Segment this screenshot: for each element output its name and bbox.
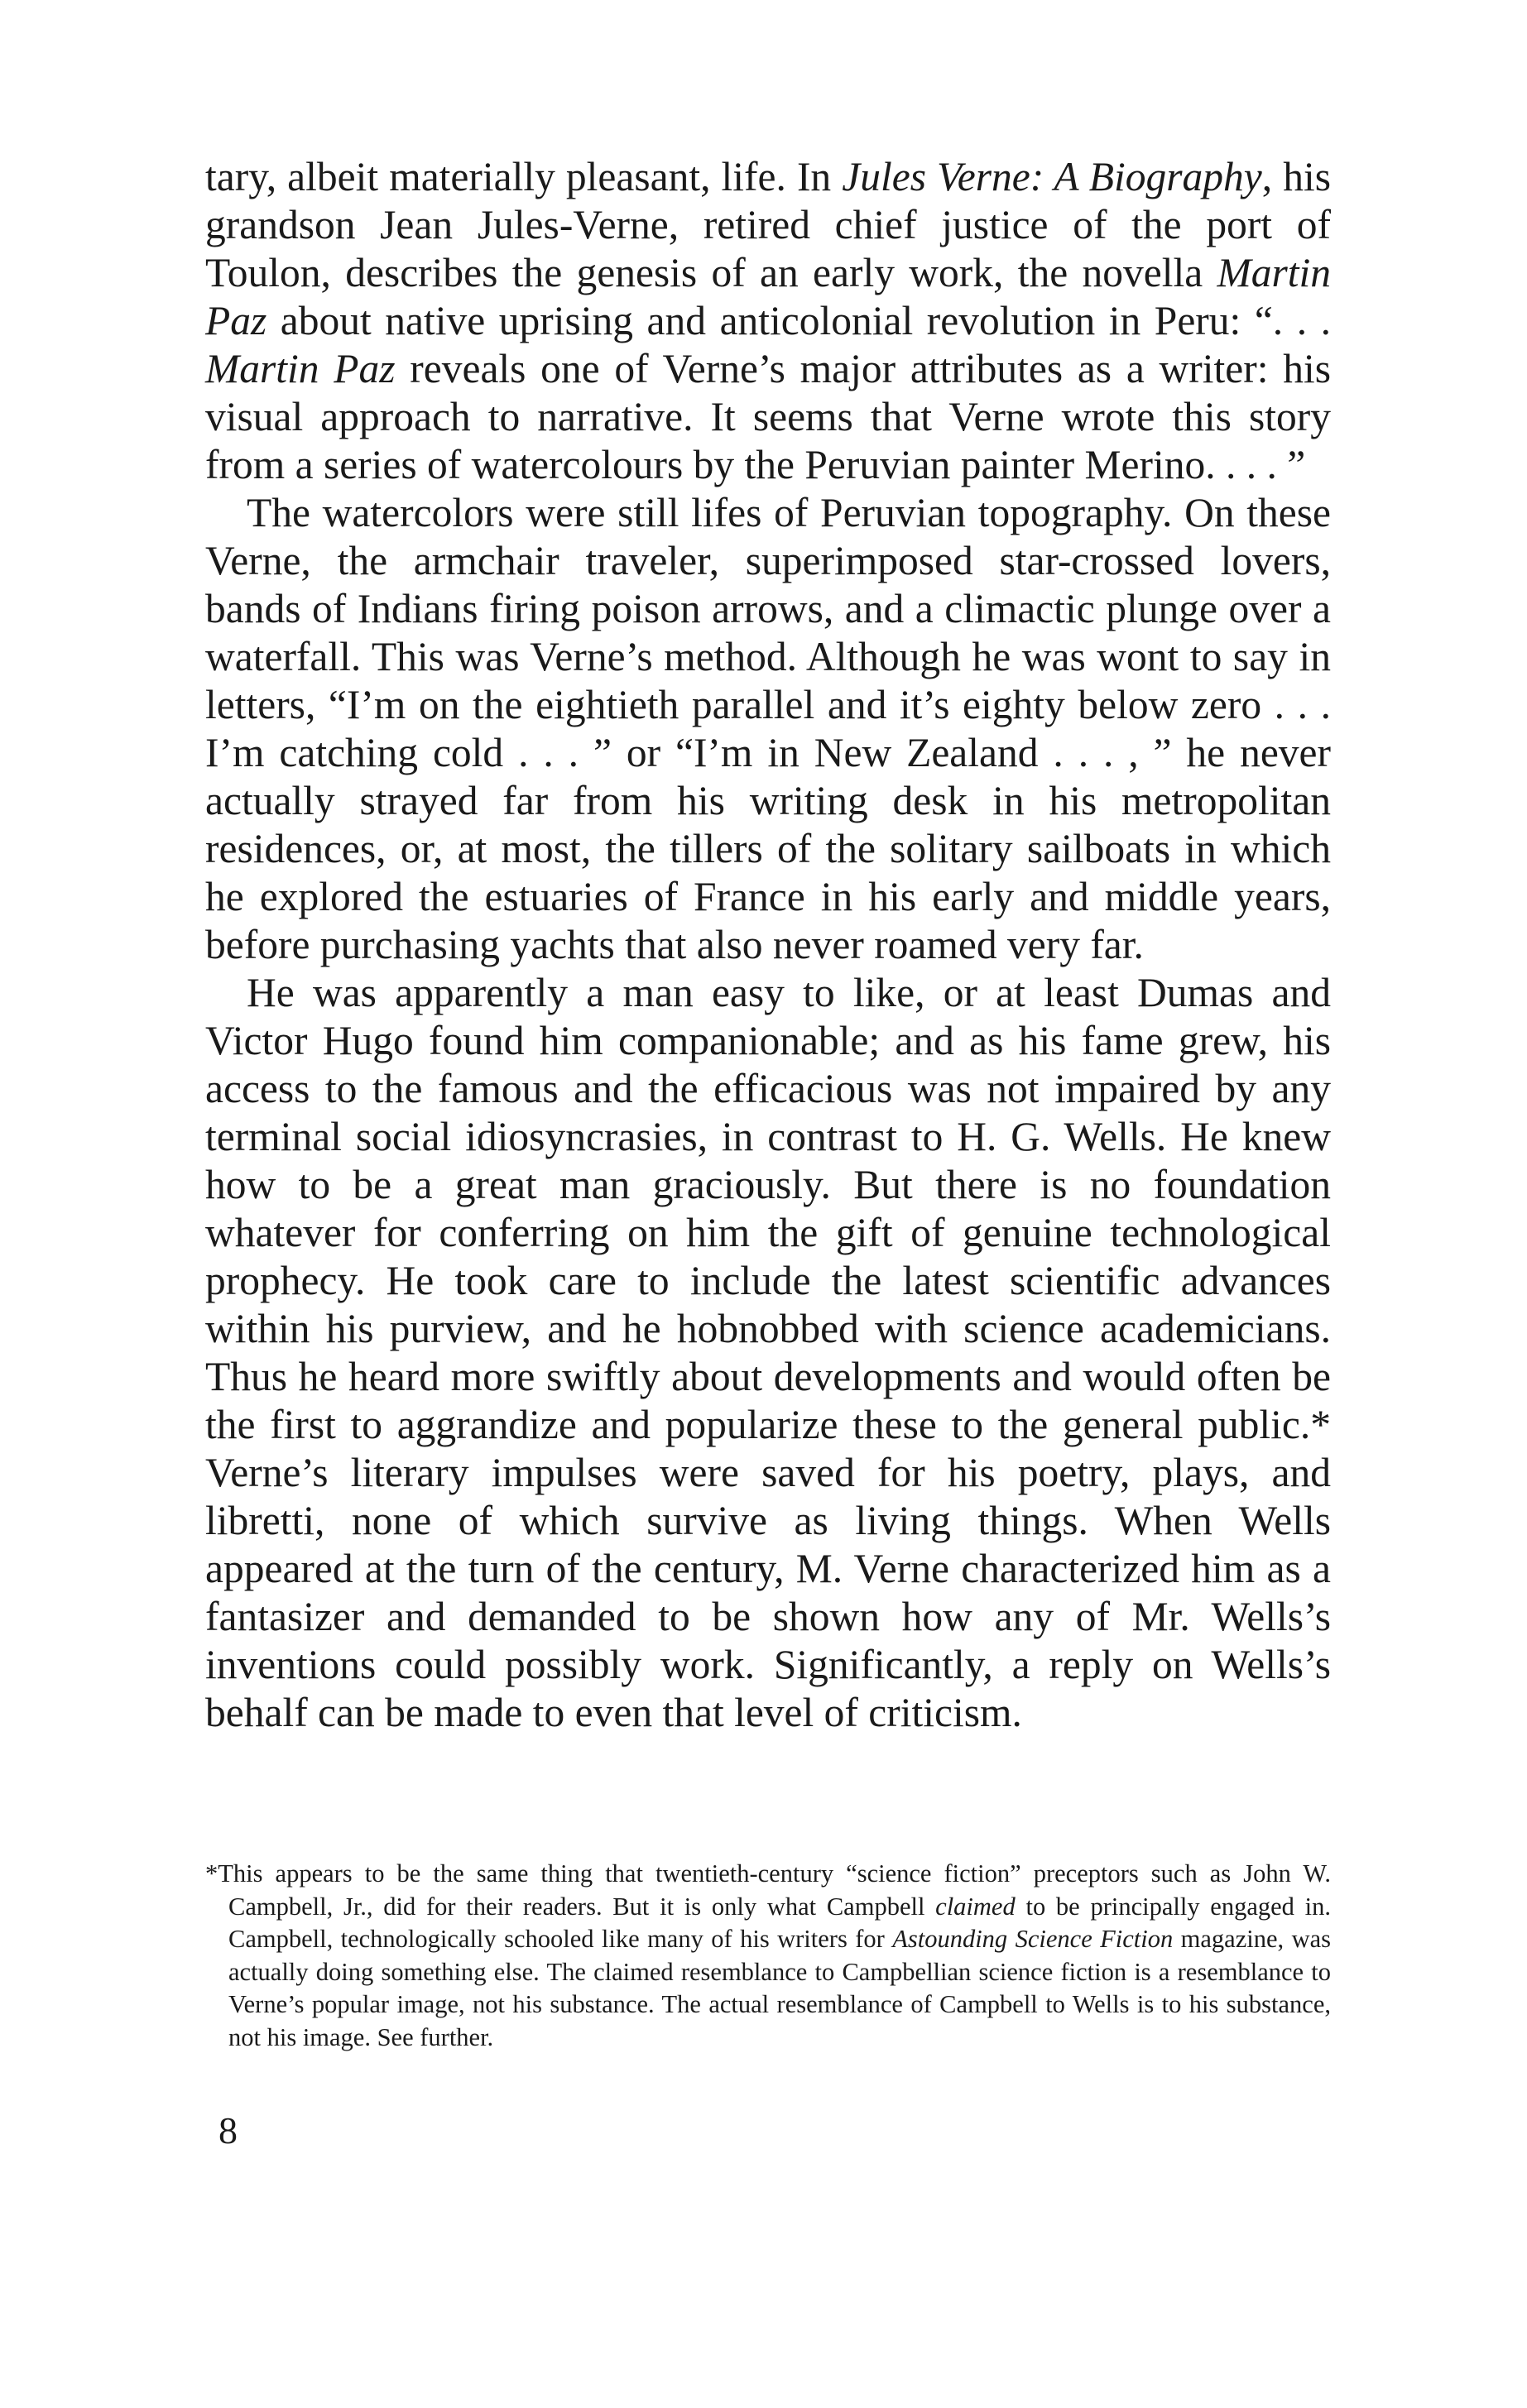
footnote-text (205, 1858, 1331, 2054)
text-run: The watercolors were still lifes of Peruvian topography. On these Verne, the armchair traveler, superimposed star-crossed lovers, bands of Indians firing poison arrows, and a climactic plunge over a waterfall. This was Verne’s method. Although he was wont to say in letters, “I’m on the eightieth parallel and it’s eighty below zero . . . I’m catching cold . . . ” or “I’m in New Zealand . . . , ” he never actually strayed far from his writing desk in his metropolitan residences, or, at most, the tillers of the solitary sailboats in which he explored the estuaries of France in his early and middle years, before purchasing yachts that also never roamed very far. (205, 490, 1331, 967)
paragraph (205, 153, 1331, 489)
text-run: He was apparently a man easy to like, or at least Dumas and Victor Hugo found him companionable; and as his fame grew, his access to the famous and the efficacious was not impaired by any terminal social idiosyncrasies, in contrast to H. G. Wells. He knew how to be a great man graciously. But there is no foundation whatever for conferring on him the gift of genuine technological prophecy. He took care to include the latest scientific advances within his purview, and he hobnobbed with science academicians. Thus he heard more swiftly about developments and would often be the first to aggrandize and popularize these to the general public.* Verne’s literary impulses were saved for his poetry, plays, and libretti, none of which survive as living things. When Wells appeared at the turn of the century, M. Verne characterized him as a fantasizer and demanded to be shown how any of Mr. Wells’s inventions could possibly work. Significantly, a reply on Wells’s behalf can be made to even that level of criticism. (205, 970, 1331, 1735)
work-title: Martin Paz (205, 346, 396, 391)
book-page (205, 153, 1332, 2151)
page-number: 8 (218, 2109, 238, 2151)
text-run: tary, albeit materially pleasant, life. In (205, 154, 843, 199)
work-title: Martin Paz (205, 250, 1331, 343)
book-title: Jules Verne: A Biography (842, 154, 1262, 199)
body-text (205, 153, 1331, 1737)
paragraph (205, 969, 1331, 1737)
text-run: about native uprising and anticolonial revolution in Peru: “. . . (267, 298, 1331, 343)
text-run: to be principally engaged in. Campbell, technologically schooled like many of his writers for (228, 1892, 1331, 1953)
text-run: reveals one of Verne’s major attributes as a writer: his visual approach to narrative. It seems that Verne wrote this story from a series of watercolours by the Peruvian painter Merino. . . . ” (205, 346, 1331, 487)
text-run: *This appears to be the same thing that twentieth-century “science fiction” preceptors such as John W. Campbell, Jr., did for their readers. But it is only what Campbell (205, 1859, 1331, 1921)
footnote (205, 1858, 1331, 2054)
text-run: magazine, was actually doing something else. The claimed resemblance to Campbellian science fiction is a resemblance to Verne’s popular image, not his substance. The actual resemblance of Campbell to Wells is to his substance, not his image. See further. (228, 1925, 1332, 2051)
magazine-title: Astounding Science Fiction (892, 1925, 1174, 1953)
text-run: , his grandson Jean Jules-Verne, retired chief justice of the port of Toulon, describes the genesis of an early work, the novella (205, 154, 1331, 295)
paragraph (205, 489, 1331, 969)
emphasis: claimed (935, 1892, 1016, 1921)
